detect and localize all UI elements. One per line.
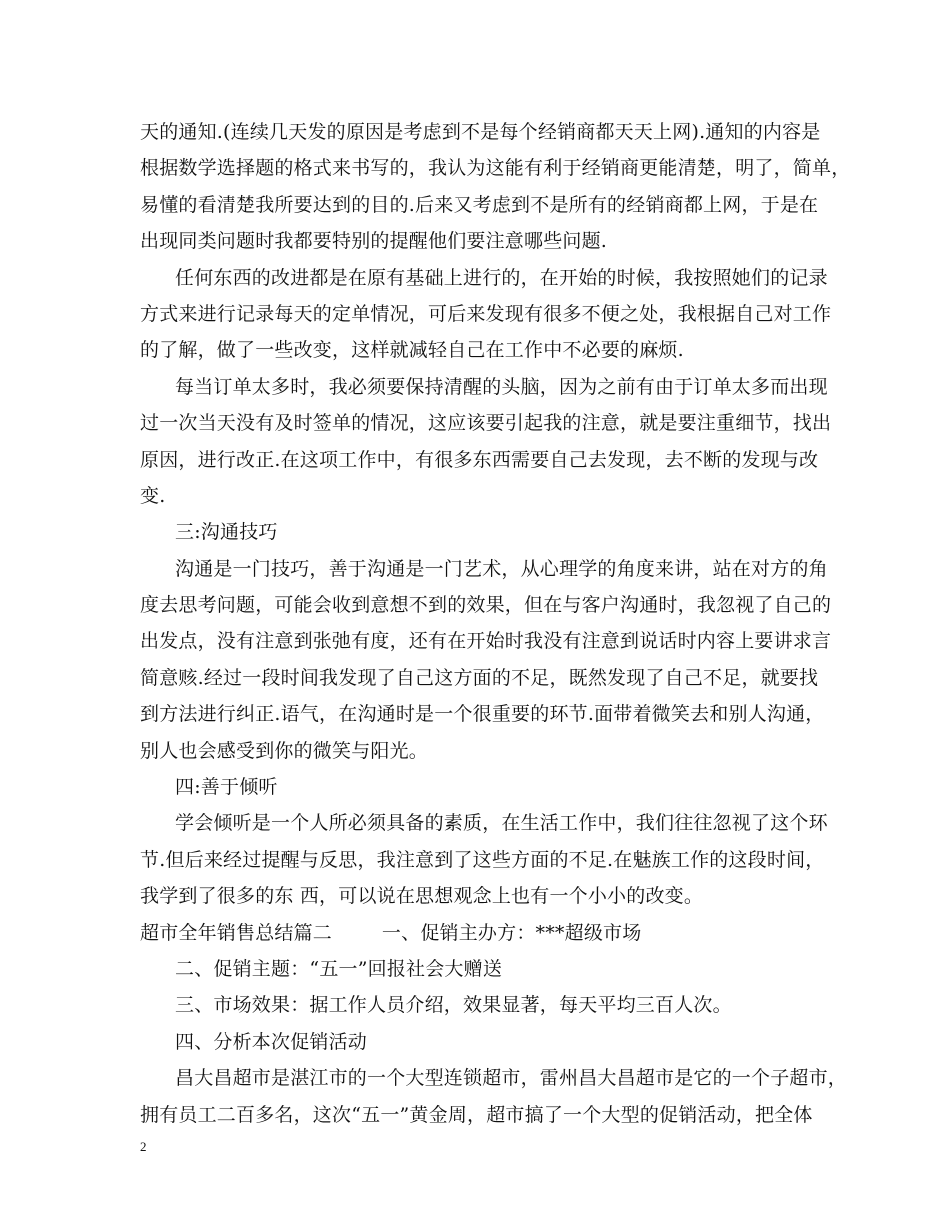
page-number: 2	[140, 1139, 147, 1154]
text-line: 拥有员工二百多名，这次“五一”黄金周，超市搞了一个大型的促销活动，把全体	[140, 1103, 813, 1126]
text-line: 三、市场效果：据工作人员介绍，效果显著，每天平均三百人次。	[175, 994, 732, 1017]
text-line: 度去思考问题，可能会收到意想不到的效果，但在与客户沟通时，我忽视了自己的	[140, 594, 832, 617]
text-line: 原因，进行改正.在这项工作中，有很多东西需要自己去发现，去不断的发现与改	[140, 448, 819, 471]
text-line: 任何东西的改进都是在原有基础上进行的，在开始的时候，我按照她们的记录	[175, 266, 828, 289]
text-line: 到方法进行纠正.语气，在沟通时是一个很重要的环节.面带着微笑去和别人沟通，	[140, 703, 825, 726]
text-line: 简意赅.经过一段时间我发现了自己这方面的不足，既然发现了自己不足，就要找	[140, 666, 819, 689]
text-line: 超市全年销售总结篇二 一、促销主办方：***超级市场	[140, 921, 642, 944]
text-line: 学会倾听是一个人所必须具备的素质，在生活工作中，我们往往忽视了这个环	[175, 812, 828, 835]
text-line: 易懂的看清楚我所要达到的目的.后来又考虑到不是所有的经销商都上网，于是在	[140, 193, 819, 216]
text-line: 我学到了很多的东 西，可以说在思想观念上也有一个小小的改变。	[140, 885, 704, 908]
text-line: 沟通是一门技巧，善于沟通是一门艺术，从心理学的角度来讲，站在对方的角	[175, 557, 828, 580]
text-line: 根据数学选择题的格式来书写的，我认为这能有利于经销商更能清楚，明了，简单，	[140, 157, 851, 180]
text-line: 天的通知.(连续几天发的原因是考虑到不是每个经销商都天天上网).通知的内容是	[140, 121, 821, 143]
text-line: 的了解，做了一些改变，这样就减轻自己在工作中不必要的麻烦.	[140, 339, 684, 362]
text-line: 方式来进行记录每天的定单情况，可后来发现有很多不便之处，我根据自己对工作	[140, 302, 832, 325]
text-line: 变.	[140, 484, 166, 507]
text-line: 二、促销主题：“五一”回报社会大赠送	[175, 957, 503, 980]
text-line: 每当订单太多时，我必须要保持清醒的头脑，因为之前有由于订单太多而出现	[175, 375, 828, 398]
section-heading: 三:沟通技巧	[175, 521, 278, 544]
text-line: 四、分析本次促销活动	[175, 1030, 368, 1053]
text-line: 昌大昌超市是湛江市的一个大型连锁超市，雷州昌大昌超市是它的一个子超市，	[175, 1067, 848, 1090]
text-line: 节.但后来经过提醒与反思，我注意到了这些方面的不足.在魅族工作的这段时间，	[140, 848, 825, 871]
text-line: 过一次当天没有及时签单的情况，这应该要引起我的注意，就是要注重细节，找出	[140, 412, 832, 435]
text-line: 出发点，没有注意到张弛有度，还有在开始时我没有注意到说话时内容上要讲求言	[140, 630, 832, 653]
text-line: 别人也会感受到你的微笑与阳光。	[140, 739, 429, 762]
document-body	[140, 114, 851, 1133]
section-heading: 四:善于倾听	[175, 776, 278, 799]
text-line: 出现同类问题时我都要特别的提醒他们要注意哪些问题.	[140, 230, 608, 253]
